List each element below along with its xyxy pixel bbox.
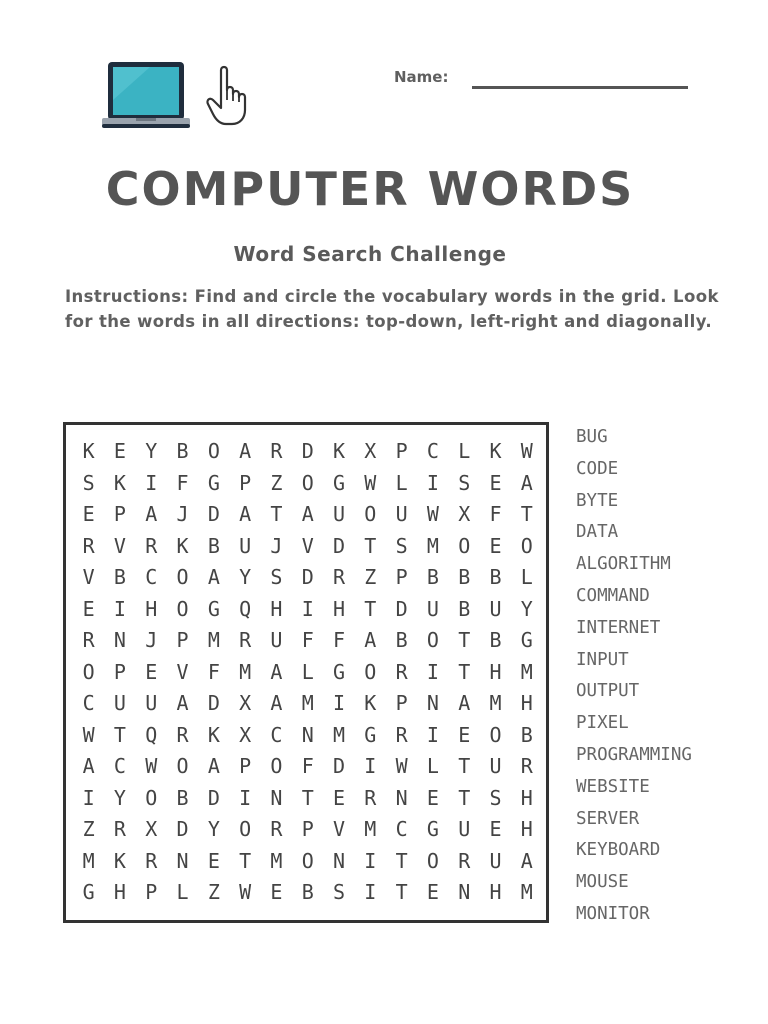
grid-cell[interactable]: P [113,502,126,526]
grid-cell[interactable]: I [82,785,95,810]
grid-cell[interactable]: E [458,722,471,747]
grid-cell[interactable]: L [395,470,408,495]
grid-cell[interactable]: H [333,596,346,621]
grid-cell[interactable]: N [395,785,408,810]
grid-cell[interactable]: U [333,502,346,526]
grid-cell[interactable]: M [82,848,95,873]
grid-cell[interactable]: O [82,659,95,684]
grid-cell[interactable]: F [301,754,314,778]
grid-cell[interactable]: O [426,848,439,873]
grid-cell[interactable]: X [458,502,471,526]
word-list-item: DATA [576,522,619,543]
grid-cell[interactable]: I [426,470,439,495]
grid-cell[interactable]: E [489,817,502,841]
grid-cell[interactable]: B [426,565,439,589]
grid-cell[interactable]: L [176,880,189,904]
grid-cell[interactable]: E [82,596,95,621]
grid-cell[interactable]: T [270,502,283,526]
grid-cell[interactable]: A [364,628,377,652]
grid-cell[interactable]: K [333,439,346,463]
grid-cell[interactable]: A [207,565,220,589]
grid-cell[interactable]: B [458,565,471,589]
grid-cell[interactable]: R [458,848,471,873]
grid-cell[interactable]: Y [239,565,252,589]
grid-cell[interactable]: H [520,691,533,715]
grid-cell[interactable]: T [364,596,377,621]
instructions-text: Instructions: Find and circle the vocabulary words in the grid. Look for the words in all directions: top-down, left-right and diagonally. [65,287,719,331]
grid-cell[interactable]: C [395,817,408,841]
grid-cell[interactable]: O [301,848,314,873]
grid-cell[interactable]: O [270,754,283,778]
grid-cell[interactable]: O [489,722,502,747]
grid-cell[interactable]: D [333,533,346,558]
word-list-item: BYTE [576,490,619,511]
grid-cell[interactable]: D [207,502,220,526]
grid-cell[interactable]: V [176,659,189,684]
grid-cell[interactable]: I [239,785,252,810]
word-list-item: PIXEL [576,713,629,734]
grid-cell[interactable]: E [113,439,126,463]
grid-cell[interactable]: B [489,628,502,652]
grid-cell[interactable]: C [426,439,439,463]
grid-cell[interactable]: U [489,754,502,778]
grid-cell[interactable]: T [395,880,408,904]
grid-cell[interactable]: P [239,754,252,778]
grid-cell[interactable]: V [113,533,126,558]
grid-cell[interactable]: I [145,470,158,495]
grid-cell[interactable]: V [333,817,346,841]
grid-cell[interactable]: X [239,691,252,715]
grid-cell[interactable]: T [395,848,408,873]
grid-cell[interactable]: K [489,439,502,463]
page-title: COMPUTER WORDS [105,162,635,216]
grid-cell[interactable]: U [145,691,158,715]
grid-cell[interactable]: Z [82,817,95,841]
grid-cell[interactable]: L [426,754,439,778]
grid-cell[interactable]: T [520,502,533,526]
grid-cell[interactable]: O [364,502,377,526]
grid-cell[interactable]: Q [239,596,252,621]
grid-cell[interactable]: K [364,691,377,715]
grid-cell[interactable]: J [176,502,189,526]
grid-cell[interactable]: M [364,817,377,841]
grid-cell[interactable]: O [207,439,220,463]
grid-cell[interactable]: I [364,848,377,873]
grid-cell[interactable]: O [176,596,189,621]
grid-cell[interactable]: N [301,722,314,747]
grid-cell[interactable]: T [113,722,126,747]
grid-cell[interactable]: A [270,659,283,684]
grid-cell[interactable]: C [145,565,158,589]
grid-cell[interactable]: E [426,880,439,904]
grid-cell[interactable]: M [333,722,346,747]
grid-cell[interactable]: K [176,533,189,558]
grid-cell[interactable]: W [426,502,439,526]
grid-cell[interactable]: D [176,817,189,841]
grid-cell[interactable]: U [113,691,126,715]
name-label: Name: [394,68,449,86]
grid-cell[interactable]: B [458,596,471,621]
grid-cell[interactable]: W [145,754,158,778]
grid-cell[interactable]: A [520,848,533,873]
grid-cell[interactable]: Y [207,817,220,841]
word-list-item: PROGRAMMING [576,744,692,765]
grid-cell[interactable]: C [113,754,126,778]
grid-cell[interactable]: E [333,785,346,810]
word-list-item: WEBSITE [576,776,650,797]
grid-cell[interactable]: N [426,691,439,715]
grid-cell[interactable]: T [458,754,471,778]
grid-cell[interactable]: J [270,533,283,558]
grid-cell[interactable]: E [207,848,220,873]
grid-cell[interactable]: F [301,628,314,652]
grid-cell[interactable]: V [82,565,95,589]
grid-cell[interactable]: R [364,785,377,810]
grid-cell[interactable]: H [520,817,533,841]
word-list-item: MONITOR [576,903,650,924]
grid-cell[interactable]: S [489,785,502,810]
grid-cell[interactable]: P [239,470,252,495]
grid-cell[interactable]: R [270,817,283,841]
grid-cell[interactable]: P [145,880,158,904]
grid-cell[interactable]: D [395,596,408,621]
grid-cell[interactable]: G [364,722,377,747]
grid-cell[interactable]: G [207,596,220,621]
grid-cell[interactable]: F [489,502,502,526]
laptop-icon [100,60,192,132]
grid-cell[interactable]: J [145,628,158,652]
grid-cell[interactable]: I [113,596,126,621]
grid-cell[interactable]: G [520,628,533,652]
grid-cell[interactable]: R [82,628,95,652]
grid-cell[interactable]: E [270,880,283,904]
word-list-item: INTERNET [576,617,661,638]
grid-cell[interactable]: D [207,691,220,715]
grid-cell[interactable]: H [489,659,502,684]
grid-cell[interactable]: L [520,565,533,589]
grid-cell[interactable]: R [333,565,346,589]
grid-cell[interactable]: M [301,691,314,715]
grid-cell[interactable]: G [82,880,95,904]
grid-cell[interactable]: Z [207,880,220,904]
grid-cell[interactable]: L [458,439,471,463]
grid-cell[interactable]: T [458,628,471,652]
grid-cell[interactable]: W [239,880,252,904]
grid-cell[interactable]: F [176,470,189,495]
pointing-hand-icon [204,64,256,128]
grid-cell[interactable]: S [270,565,283,589]
word-list-item: CODE [576,458,619,479]
grid-cell[interactable]: E [489,533,502,558]
grid-cell[interactable]: U [270,628,283,652]
grid-cell[interactable]: M [520,659,533,684]
grid-cell[interactable]: R [113,817,126,841]
grid-cell[interactable]: I [426,659,439,684]
grid-cell[interactable]: R [239,628,252,652]
grid-cell[interactable]: N [270,785,283,810]
grid-cell[interactable]: H [145,596,158,621]
grid-cell[interactable]: O [176,565,189,589]
grid-cell[interactable]: H [520,785,533,810]
grid-cell[interactable]: G [333,659,346,684]
grid-cell[interactable]: U [426,596,439,621]
grid-cell[interactable]: I [301,596,314,621]
grid-cell[interactable]: E [82,502,95,526]
grid-cell[interactable]: B [176,439,189,463]
word-list-item: COMMAND [576,585,650,606]
grid-cell[interactable]: A [176,691,189,715]
grid-cell[interactable]: H [489,880,502,904]
grid-cell[interactable]: Z [270,470,283,495]
word-list-item: ALGORITHM [576,554,671,575]
grid-cell[interactable]: M [489,691,502,715]
grid-cell[interactable]: Y [520,596,533,621]
grid-cell[interactable]: U [489,848,502,873]
grid-cell[interactable]: C [270,722,283,747]
grid-cell[interactable]: U [458,817,471,841]
grid-cell[interactable]: R [520,754,533,778]
grid-cell[interactable]: D [207,785,220,810]
word-list [576,423,692,932]
grid-cell[interactable]: M [239,659,252,684]
grid-cell[interactable]: H [270,596,283,621]
grid-cell[interactable]: P [395,439,408,463]
grid-cell[interactable]: Y [113,785,126,810]
grid-cell[interactable]: P [301,817,314,841]
grid-cell[interactable]: G [207,470,220,495]
grid-cell[interactable]: E [489,470,502,495]
grid-cell[interactable]: O [145,785,158,810]
grid-cell[interactable]: A [145,502,158,526]
grid-cell[interactable]: F [333,628,346,652]
grid-cell[interactable]: M [520,880,533,904]
grid-cell[interactable]: S [458,470,471,495]
grid-cell[interactable]: T [301,785,314,810]
grid-cell[interactable]: A [458,691,471,715]
grid-cell[interactable]: I [364,880,377,904]
grid-cell[interactable]: A [239,439,252,463]
grid-cell[interactable]: U [489,596,502,621]
grid-cell[interactable]: M [426,533,439,558]
grid-cell[interactable]: M [270,848,283,873]
grid-cell[interactable]: W [395,754,408,778]
grid-cell[interactable]: U [395,502,408,526]
grid-cell[interactable]: O [426,628,439,652]
grid-cell[interactable]: A [82,754,95,778]
grid-cell[interactable]: A [520,470,533,495]
grid-cell[interactable]: R [395,722,408,747]
grid-cell[interactable]: B [207,533,220,558]
grid-cell[interactable]: S [82,470,95,495]
word-list-item: KEYBOARD [576,840,661,861]
grid-cell[interactable]: R [82,533,95,558]
word-list-item: OUTPUT [576,681,640,702]
grid-cell[interactable]: A [270,691,283,715]
grid-cell[interactable]: B [520,722,533,747]
grid-cell[interactable]: N [176,848,189,873]
grid-cell[interactable]: N [458,880,471,904]
grid-cell[interactable]: C [82,691,95,715]
grid-cell[interactable]: D [301,565,314,589]
grid-cell[interactable]: B [113,565,126,589]
grid-cell[interactable]: X [239,722,252,747]
grid-cell[interactable]: G [426,817,439,841]
word-list-item: INPUT [576,649,629,670]
grid-cell[interactable]: A [207,754,220,778]
grid-cell[interactable]: B [395,628,408,652]
page-subtitle: Word Search Challenge [233,242,507,266]
grid-cell[interactable]: O [239,817,252,841]
grid-cell[interactable]: M [207,628,220,652]
grid-cell[interactable]: E [145,659,158,684]
grid-cell[interactable]: K [207,722,220,747]
grid-cell[interactable]: X [145,817,158,841]
grid-cell[interactable]: I [364,754,377,778]
grid-cell[interactable]: R [145,848,158,873]
word-list-item: BUG [576,427,608,447]
grid-cell[interactable]: W [364,470,377,495]
grid-cell[interactable]: O [520,533,533,558]
grid-cell[interactable]: P [395,565,408,589]
grid-cell[interactable]: T [364,533,377,558]
grid-cell[interactable]: O [458,533,471,558]
grid-cell[interactable]: W [520,439,533,463]
grid-cell[interactable]: I [333,691,346,715]
grid-cell[interactable]: K [113,848,126,873]
grid-cell[interactable]: S [333,880,346,904]
word-list-item: SERVER [576,808,640,829]
grid-cell[interactable]: N [333,848,346,873]
word-search-grid [73,436,542,909]
grid-cell[interactable]: R [145,533,158,558]
grid-cell[interactable]: K [82,439,95,463]
grid-cell[interactable]: Z [364,565,377,589]
grid-cell[interactable]: S [395,533,408,558]
grid-cell[interactable]: N [113,628,126,652]
grid-cell[interactable]: P [113,659,126,684]
grid-cell[interactable]: R [395,659,408,684]
grid-cell[interactable]: O [301,470,314,495]
grid-cell[interactable]: Y [145,439,158,463]
grid-cell[interactable]: T [239,848,252,873]
grid-cell[interactable]: P [395,691,408,715]
grid-cell[interactable]: B [301,880,314,904]
grid-cell[interactable]: B [489,565,502,589]
grid-cell[interactable]: L [301,659,314,684]
grid-cell[interactable]: R [176,722,189,747]
grid-cell[interactable]: D [301,439,314,463]
grid-cell[interactable]: Q [145,722,158,747]
grid-cell[interactable]: D [333,754,346,778]
name-field[interactable] [472,86,688,89]
word-list-item: MOUSE [576,872,629,893]
grid-cell[interactable]: V [301,533,314,558]
grid-cell[interactable]: O [176,754,189,778]
grid-cell[interactable]: I [426,722,439,747]
grid-cell[interactable]: B [176,785,189,810]
grid-cell[interactable]: F [207,659,220,684]
grid-cell[interactable]: G [333,470,346,495]
grid-cell[interactable]: T [458,785,471,810]
grid-cell[interactable]: P [176,628,189,652]
grid-cell[interactable]: K [113,470,126,495]
grid-cell[interactable]: X [364,439,377,463]
grid-cell[interactable]: R [270,439,283,463]
grid-cell[interactable]: U [239,533,252,558]
grid-cell[interactable]: O [364,659,377,684]
grid-cell[interactable]: E [426,785,439,810]
grid-cell[interactable]: A [239,502,252,526]
grid-cell[interactable]: T [458,659,471,684]
grid-cell[interactable]: A [301,502,314,526]
grid-cell[interactable]: W [82,722,95,747]
grid-cell[interactable]: H [113,880,126,904]
